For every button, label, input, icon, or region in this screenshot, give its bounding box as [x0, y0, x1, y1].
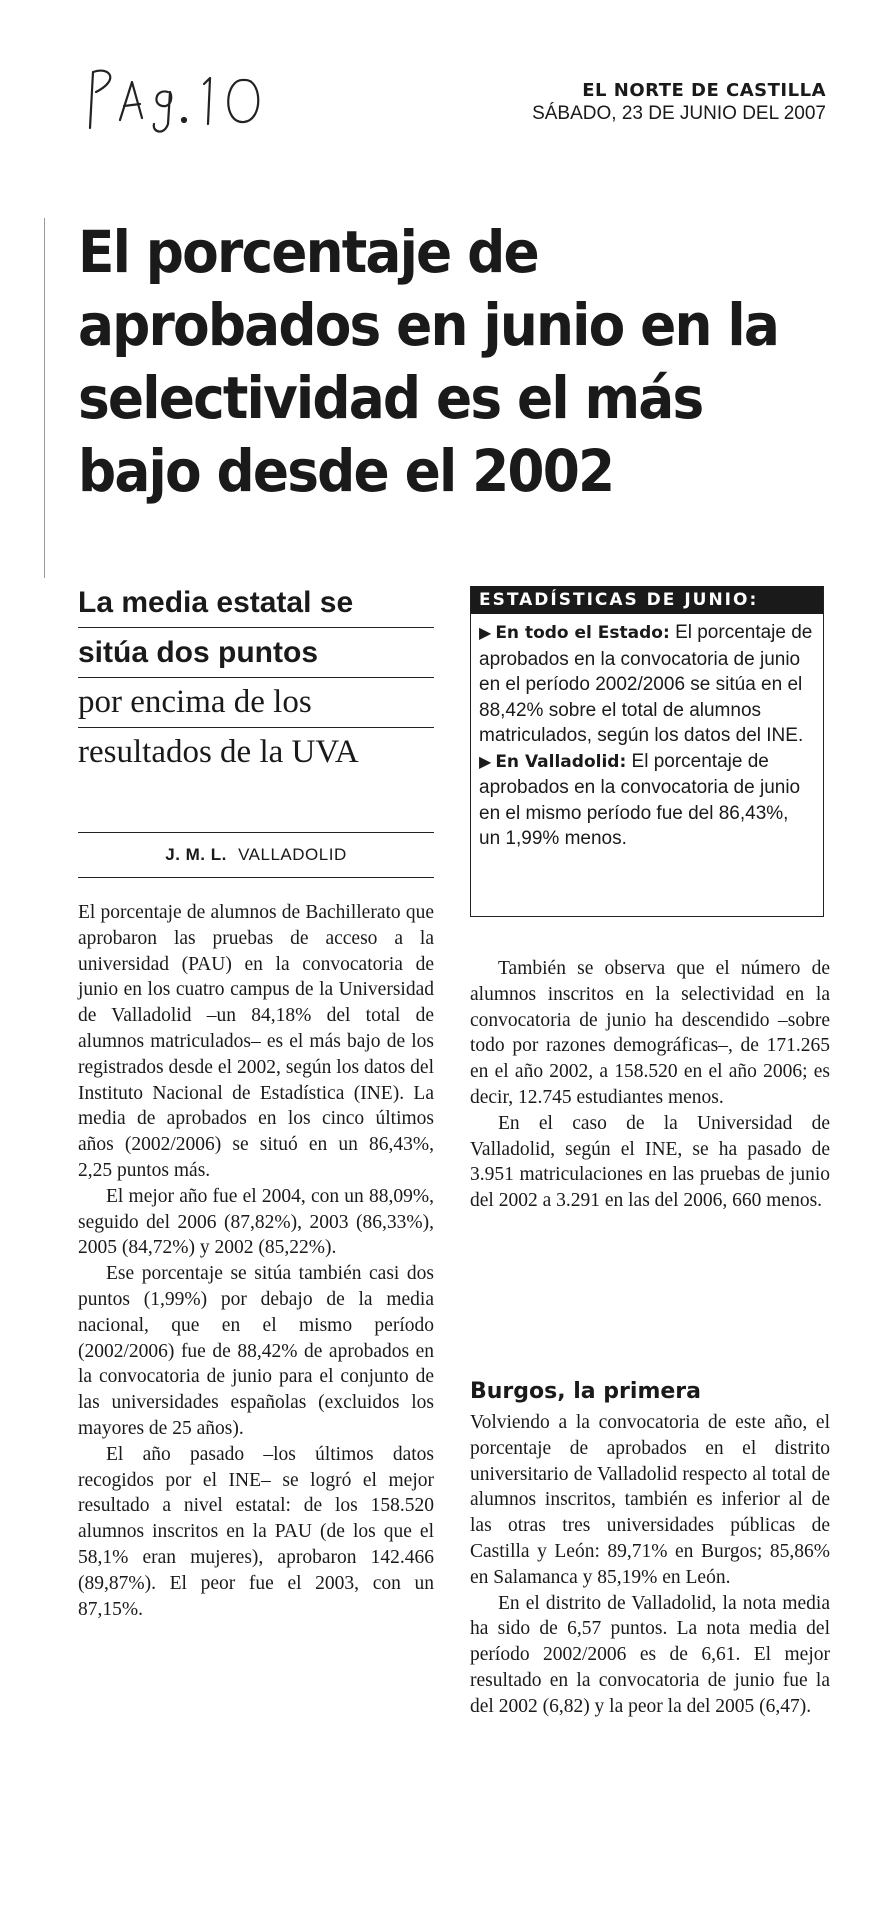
handwritten-page-note	[84, 58, 284, 138]
margin-rule	[44, 218, 45, 578]
body-paragraph: Ese porcentaje se sitúa también casi dos puntos (1,99%) por debajo de la media nacional, que en el mismo período (2002/2006) fue de 88,42% de aprobados en la convocatoria de junio para el conjunto de las universidades españolas (excluidos los mayores de 25 años).	[78, 1263, 434, 1439]
article-section-burgos	[470, 1378, 830, 1720]
article-body-right	[470, 956, 830, 1214]
article-headline: El porcentaje de aprobados en junio en la selectividad es el más bajo desde el 2002	[78, 218, 779, 505]
body-paragraph: El mejor año fue el 2004, con un 88,09%, seguido del 2006 (87,82%), 2003 (86,33%), 2005 (84,72%) y 2002 (85,22%).	[78, 1185, 434, 1259]
body-paragraph: También se observa que el número de alumnos inscritos en la selectividad en la convocatoria de junio ha descendido –sobre todo por razones demográficas–, de 171.265 en el año 2002, a 158.520 en el año 2006; es decir, 12.745 estudiantes menos.	[470, 958, 830, 1108]
byline-location: VALLADOLID	[238, 845, 347, 864]
subhead-line-1: La media estatal se	[78, 586, 354, 619]
byline-author: J. M. L.	[165, 845, 227, 864]
body-paragraph: El año pasado –los últimos datos recogidos por el INE– se logró el mejor resultado a nivel estatal: de los 158.520 alumnos inscritos en la PAU (de los que el 58,1% eran mujeres), aprobaron 142.466 (89,87%). El peor fue el 2003, con un 87,15%.	[78, 1443, 434, 1620]
sidebar-item-state	[479, 620, 813, 749]
sidebar-item-text: El porcentaje de aprobados en la convocatoria de junio en el período 2002/2006 se sitúa en el 88,42% sobre el total de alumnos matriculados, según los datos del INE.	[479, 622, 813, 746]
sidebar-item-label: En todo el Estado:	[495, 623, 670, 643]
body-paragraph: En el distrito de Valladolid, la nota media ha sido de 6,57 puntos. La nota media del período 2002/2006 es de 6,61. El mejor resultado en la convocatoria de junio fue la del 2002 (6,82) y la peor la del 2005 (6,47).	[470, 1592, 830, 1717]
byline	[78, 832, 434, 878]
triangle-bullet-icon: ▶	[479, 625, 492, 642]
body-paragraph: En el caso de la Universidad de Valladolid, según el INE, se ha pasado de 3.951 matriculaciones en las pruebas de junio del 2002 a 3.291 en las del 2006, 660 menos.	[470, 1112, 830, 1212]
sidebar-title: ESTADÍSTICAS DE JUNIO:	[471, 586, 823, 614]
subhead-line-3: por encima de los	[78, 684, 312, 720]
sidebar-item-text: El porcentaje de aprobados en la convocatoria de junio en el mismo período fue del 86,43%, un 1,99% menos.	[479, 750, 801, 849]
body-paragraph: Volviendo a la convocatoria de este año, el porcentaje de aprobados en el distrito universitario de Valladolid respecto al total de alumnos inscritos, también es inferior al de las otras tres universidades públicas de Castilla y León: 89,71% en Burgos; 85,86% en Salamanca y 85,19% en León.	[470, 1412, 830, 1588]
body-paragraph: El porcentaje de alumnos de Bachillerato que aprobaron las pruebas de acceso a la universidad (PAU) en la convocatoria de junio en los cuatro campus de la Universidad de Valladolid –un 84,18% del total de alumnos matriculados– es el más bajo de los registrados desde el 2002, según los datos del Instituto Nacional de Estadística (INE). La media de aprobados en los cinco últimos años (2002/2006) se situó en un 86,43%, 2,25 puntos más.	[78, 902, 434, 1181]
masthead	[532, 80, 826, 125]
article-body-left	[78, 900, 434, 1622]
subhead-line-2: sitúa dos puntos	[78, 636, 318, 669]
statistics-sidebar	[470, 586, 824, 917]
article-subhead	[78, 578, 434, 777]
section-heading: Burgos, la primera	[470, 1379, 701, 1404]
publication-date: SÁBADO, 23 DE JUNIO DEL 2007	[532, 103, 826, 124]
triangle-bullet-icon: ▶	[479, 753, 492, 771]
newspaper-name: EL NORTE DE CASTILLA	[582, 80, 826, 101]
sidebar-item-label: En Valladolid:	[495, 751, 627, 772]
subhead-line-4: resultados de la UVA	[78, 734, 359, 770]
sidebar-item-valladolid	[479, 749, 813, 852]
